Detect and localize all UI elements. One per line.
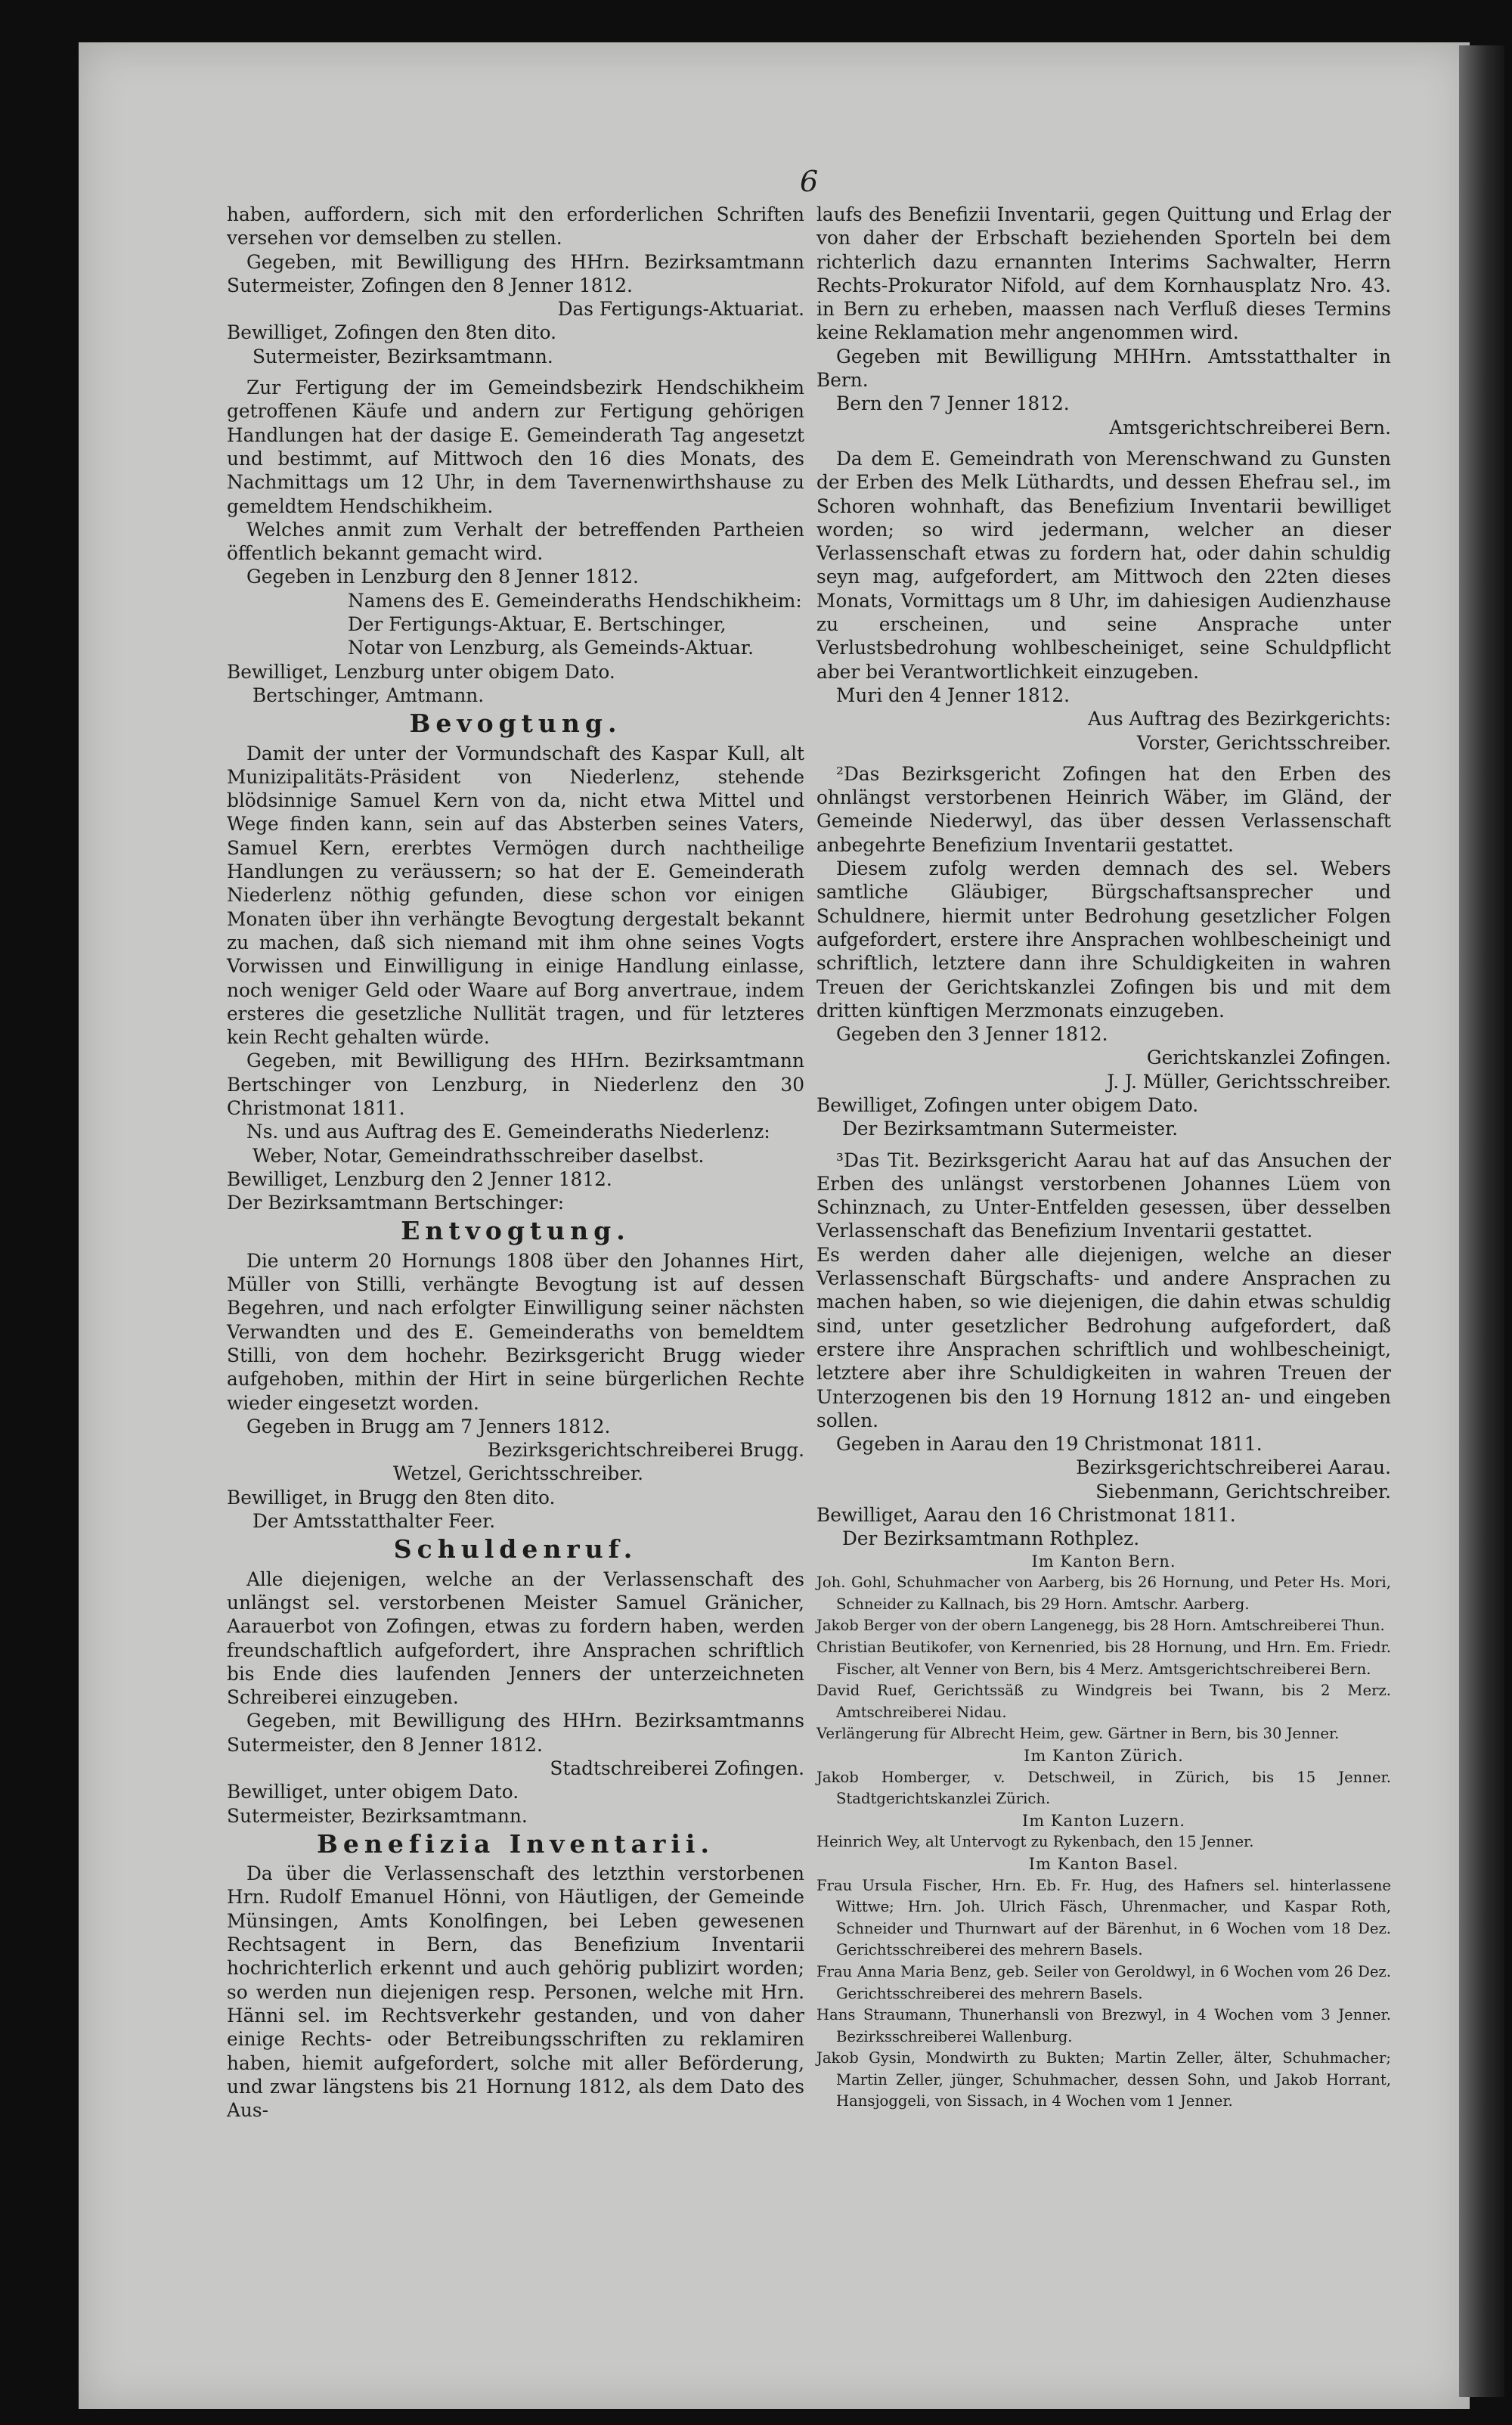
section-heading: Schuldenruf. (393, 1534, 638, 1564)
approval: Bewilliget, Lenzburg unter obigem Dato. (227, 660, 615, 683)
page-number: 6 (800, 165, 819, 198)
signature: Bertschinger, Amtmann. (253, 684, 485, 706)
paragraph: Damit der unter der Vormundschaft des Kaspar Kull, alt Munizipalitäts-Präsident von Niederlenz, stehende blödsinnige Samuel Kern von da, nicht etwa Mittel und Wege finden kann, sein auf das Absterben seines Vaters, Samuel Kern, ererbtes Vermögen durch nachtheilige Handlungen zu veräussern; so hat der E. Gemeinderath Niederlenz nöthig gefunden, diese schon vor einigen Monaten über ihn verhängte Bevogtung dergestalt bekannt zu machen, daß sich niemand mit ihm ohne seines Vogts Vorwissen und Einwilligung in einige Handlung einlasse, noch weniger Geld oder Waare auf Borg anvertraue, indem ersteres die gesetzliche Nullität tragen, und für letzteres kein Recht gehalten würde. (227, 742, 804, 1049)
approval: Bewilliget, Zofingen unter obigem Dato. (816, 1093, 1199, 1116)
signature: Vorster, Gerichtsschreiber. (1136, 731, 1391, 754)
paragraph: Gegeben, mit Bewilligung des HHrn. Bezirksamtmann Bertschinger von Lenzburg, in Niederlenz den 30 Christmonat 1811. (227, 1050, 804, 1119)
paragraph: Es werden daher alle diejenigen, welche an dieser Verlassenschaft Bürgschafts- und andere Ansprachen zu machen haben, so wie diejenigen, die dahin etwas schuldig sind, unter gesetzlicher Bedrohung aufgefordert, daß erstere ihre Ansprachen schriftlich und wohlbescheinigt, letztere aber ihre Schuldigkeiten in wahren Treuen der Unterzogenen bis den 19 Hornung 1812 an- und eingeben sollen. (816, 1243, 1391, 1431)
date-line: Muri den 4 Jenner 1812. (836, 684, 1070, 706)
signature: J. J. Müller, Gerichtsschreiber. (1107, 1070, 1391, 1093)
signature: Der Fertigungs-Aktuar, E. Bertschinger, (348, 613, 727, 636)
paragraph: ²Das Bezirksgericht Zofingen hat den Erben des ohnlängst verstorbenen Heinrich Wäber, im Gländ, der Gemeinde Niederwyl, das über dessen Verlassenschaft anbegehrte Benefizium Inventarii gestattet. (816, 762, 1391, 856)
signature: Stadtschreiberei Zofingen. (550, 1757, 804, 1779)
signature: Weber, Notar, Gemeindrathsschreiber daselbst. (253, 1144, 705, 1167)
date-line: Bern den 7 Jenner 1812. (836, 392, 1070, 415)
date-line: Gegeben in Lenzburg den 8 Jenner 1812. (246, 566, 639, 588)
signature: Das Fertigungs-Aktuariat. (557, 298, 804, 321)
approval: Bewilliget, in Brugg den 8ten dito. (227, 1486, 556, 1509)
paragraph: haben, auffordern, sich mit den erforderlichen Schriften versehen vor demselben zu stellen. (227, 203, 804, 250)
bankruptcy-list (816, 1551, 1391, 2113)
list-item: Frau Anna Maria Benz, geb. Seiler von Geroldwyl, in 6 Wochen vom 26 Dez. Gerichtsschreiberei des mehrern Basels. (816, 1962, 1391, 2002)
paragraph: ³Das Tit. Bezirksgericht Aarau hat auf das Ansuchen der Erben des unlängst verstorbenen Johannes Lüem von Schinznach, zu Unter-Entfelden gesessen, über desselben Verlassenschaft das Benefizium Inventarii gestattet. (816, 1149, 1391, 1242)
signature: Ns. und aus Auftrag des E. Gemeinderaths Niederlenz: (246, 1121, 770, 1143)
signature: Der Bezirksamtmann Sutermeister. (842, 1118, 1179, 1140)
signature: Namens des E. Gemeinderaths Hendschikheim: (348, 589, 802, 612)
date-line: Gegeben in Brugg am 7 Jenners 1812. (246, 1415, 611, 1437)
paragraph: Gegeben, mit Bewilligung des HHrn. Bezirksamtmann Sutermeister, Zofingen den 8 Jenner 1812. (227, 250, 804, 296)
signature: Bezirksgerichtschreiberei Brugg. (487, 1439, 804, 1462)
approval: Bewilliget, Zofingen den 8ten dito. (227, 321, 557, 344)
canton-heading: Im Kanton Luzern. (1021, 1811, 1186, 1830)
section-heading: Entvogtung. (401, 1216, 631, 1246)
list-item: Jakob Gysin, Mondwirth zu Bukten; Martin Zeller, älter, Schuhmacher; Martin Zeller, jünger, Schuhmacher, dessen Sohn, und Jakob Horrant, Hansjoggeli, von Sissach, in 4 Wochen vom 1 Jenner. (816, 2049, 1391, 2110)
signature: Sutermeister, Bezirksamtmann. (227, 1804, 528, 1827)
paragraph: Da über die Verlassenschaft des letzthin verstorbenen Hrn. Rudolf Emanuel Hönni, von Häutligen, der Gemeinde Münsingen, Amts Konolfingen, bei Leben gewesenen Rechtsagent in Bern, das Benefizium Inventarii hochrichterlich erkennt und auch gehörig publizirt worden; so werden nun diejenigen resp. Personen, welche mit Hrn. Hänni sel. im Rechtsverkehr gestanden, und von daher einige Rechts- oder Betreibungsschriften zu reklamiren haben, hiemit aufgefordert, solche mit aller Beförderung, und zwar längstens bis 21 Hornung 1812, als dem Dato des Aus- (227, 1862, 804, 2122)
signature: Gerichtskanzlei Zofingen. (1146, 1047, 1391, 1069)
paragraph: Diesem zufolg werden demnach des sel. Webers samtliche Gläubiger, Bürgschaftsansprecher und Schuldnere, hiermit unter Bedrohung gesetzlicher Folgen aufgefordert, erstere ihre Ansprachen wohlbescheinigt und schriftlich, letztere dann ihre Schuldigkeiten in wahren Treuen der Gerichtskanzlei Zofingen bis und mit dem dritten künftigen Merzmonats einzugeben. (816, 857, 1391, 1022)
date-line: Gegeben in Aarau den 19 Christmonat 1811. (836, 1433, 1263, 1456)
approval: Bewilliget, unter obigem Dato. (227, 1781, 519, 1803)
section-heading: Benefizia Inventarii. (317, 1828, 714, 1859)
paragraph: Da dem E. Gemeindrath von Merenschwand zu Gunsten der Erben des Melk Lüthardts, und dessen Ehefrau sel., im Schoren wohnhaft, das Benefizium Inventarii bewilliget worden; so wird jedermann, welcher an dieser Verlassenschaft etwas zu fordern hat, oder dahin schuldig seyn mag, aufgefordert, am Mittwoch den 22ten dieses Monats, Vormittags um 8 Uhr, im dahiesigen Audienzhause zu erscheinen, und seine Ansprache unter Verlustsbedrohung wohlbescheiniget, seine Schuldpflicht aber bei Verantwortlichkeit einzugeben. (816, 447, 1391, 683)
list-item: Jakob Berger von der obern Langenegg, bis 28 Horn. Amtschreiberei Thun. (816, 1617, 1385, 1635)
signature: Der Bezirksamtmann Rothplez. (842, 1527, 1140, 1550)
list-item: Christian Beutikofer, von Kernenried, bis 28 Hornung, und Hrn. Em. Friedr. Fischer, alt Venner von Bern, bis 4 Merz. Amtsgerichtschreiberei Bern. (816, 1639, 1391, 1678)
approval: Bewilliget, Aarau den 16 Christmonat 1811. (816, 1504, 1236, 1527)
signature: Wetzel, Gerichtsschreiber. (393, 1462, 643, 1485)
list-item: Jakob Homberger, v. Detschweil, in Zürich, bis 15 Jenner. Stadtgerichtskanzlei Zürich. (816, 1768, 1391, 1808)
list-item: Heinrich Wey, alt Untervogt zu Rykenbach, den 15 Jenner. (816, 1833, 1254, 1851)
paragraph: laufs des Benefizii Inventarii, gegen Quittung und Erlag der von daher der Erbschaft beziehenden Sporteln bei dem richterlich dazu ernannten Interims Sachwalter, Herrn Rechts-Prokurator Nifold, auf dem Kornhausplatz Nro. 43. in Bern zu erheben, maassen nach Verfluß dieses Termins keine Reklamation mehr angenommen wird. (816, 203, 1391, 344)
paragraph: Alle diejenigen, welche an der Verlassenschaft des unlängst sel. verstorbenen Meister Samuel Gränicher, Aarauerbot von Zofingen, etwas zu fordern haben, werden freundschaftlich aufgefordert, ihre Ansprachen schriftlich bis Ende dies laufenden Jenners der unterzeichneten Schreiberei einzugeben. (227, 1568, 804, 1709)
paragraph: Gegeben, mit Bewilligung des HHrn. Bezirksamtmanns Sutermeister, den 8 Jenner 1812. (227, 1710, 804, 1756)
signature: Siebenmann, Gerichtschreiber. (1095, 1480, 1391, 1502)
canton-heading: Im Kanton Bern. (1031, 1552, 1176, 1571)
canton-heading: Im Kanton Basel. (1028, 1854, 1179, 1873)
paragraph: Die unterm 20 Hornungs 1808 über den Johannes Hirt, Müller von Stilli, verhängte Bevogtung ist auf dessen Begehren, und nach erfolgter Einwilligung seiner nächsten Verwandten und des E. Gemeinderaths von bemeldtem Stilli, von dem hochehr. Bezirksgericht Brugg wieder aufgehoben, mithin der Hirt in seine bürgerlichen Rechte wieder eingesetzt worden. (227, 1249, 804, 1414)
list-item: Verlängerung für Albrecht Heim, gew. Gärtner in Bern, bis 30 Jenner. (816, 1725, 1340, 1743)
signature: Sutermeister, Bezirksamtmann. (253, 345, 553, 367)
list-item: Frau Ursula Fischer, Hrn. Eb. Fr. Hug, des Hafners sel. hinterlassene Wittwe; Hrn. Joh. Ulrich Fäsch, Uhrenmacher, und Kaspar Roth, Schneider und Thurnwart auf der Bärenhut, in 6 Wochen vom 18 Dez. Gerichtsschreiberei des mehrern Basels. (816, 1876, 1391, 1959)
paragraph: Zur Fertigung der im Gemeindsbezirk Hendschikheim getroffenen Käufe und andern zur Fertigung gehörigen Handlungen hat der dasige E. Gemeinderath Tag angesetzt und bestimmt, auf Mittwoch den 16 dies Monats, des Nachmittags um 12 Uhr, in dem Tavernenwirthshause zu gemeldtem Hendschikheim. (227, 377, 804, 517)
left-column (227, 203, 804, 2122)
paragraph: Gegeben mit Bewilligung MHHrn. Amtsstatthalter in Bern. (816, 345, 1391, 392)
paragraph: Welches anmit zum Verhalt der betreffenden Partheien öffentlich bekannt gemacht wird. (227, 518, 804, 565)
page-edge-shadow (1459, 45, 1504, 2397)
list-item: David Ruef, Gerichtssäß zu Windgreis bei Twann, bis 2 Merz. Amtschreiberei Nidau. (816, 1682, 1391, 1721)
list-item: Joh. Gohl, Schuhmacher von Aarberg, bis 26 Hornung, und Peter Hs. Mori, Schneider zu Kallnach, bis 29 Horn. Amtschr. Aarberg. (816, 1574, 1391, 1613)
signature: Amtsgerichtschreiberei Bern. (1109, 416, 1391, 439)
signature: Der Amtsstatthalter Feer. (253, 1510, 496, 1533)
signature: Der Bezirksamtmann Bertschinger: (227, 1192, 565, 1214)
list-item: Hans Straumann, Thunerhansli von Brezwyl, in 4 Wochen vom 3 Jenner. Bezirksschreiberei Wallenburg. (816, 2006, 1391, 2045)
right-column (816, 203, 1391, 2113)
signature: Aus Auftrag des Bezirkgerichts: (1087, 708, 1391, 730)
approval: Bewilliget, Lenzburg den 2 Jenner 1812. (227, 1168, 612, 1190)
signature: Notar von Lenzburg, als Gemeinds-Aktuar. (348, 637, 754, 659)
date-line: Gegeben den 3 Jenner 1812. (836, 1023, 1108, 1046)
section-heading: Bevogtung. (409, 709, 622, 739)
signature: Bezirksgerichtschreiberei Aarau. (1076, 1456, 1391, 1479)
canton-heading: Im Kanton Zürich. (1024, 1746, 1184, 1765)
